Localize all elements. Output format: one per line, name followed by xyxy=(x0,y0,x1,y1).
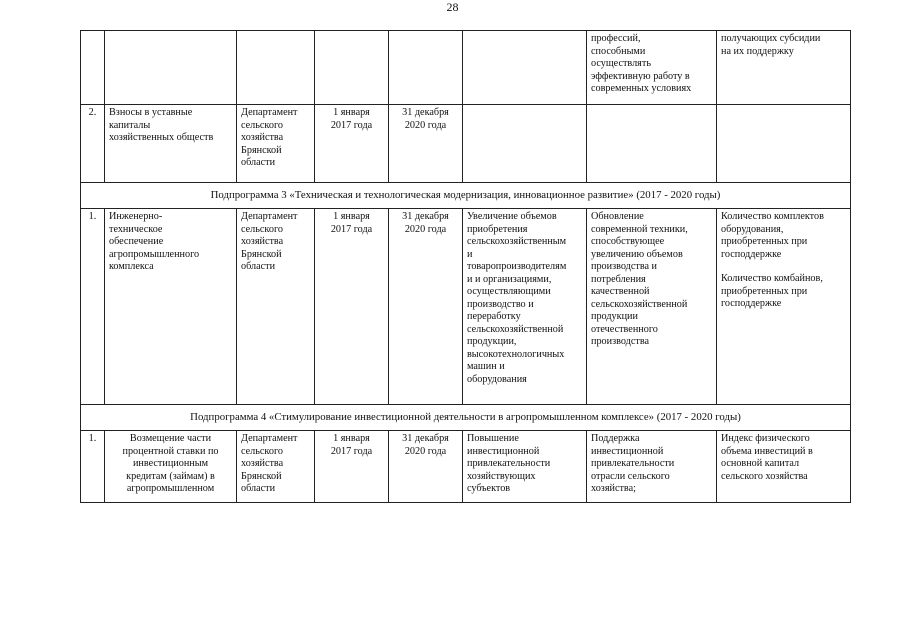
text-line: отрасли сельского xyxy=(591,470,670,482)
cell-start xyxy=(315,105,389,183)
measures-table xyxy=(80,30,851,503)
text-line: Брянской xyxy=(241,470,282,482)
text-line: машин и xyxy=(467,361,505,372)
cell-exec xyxy=(237,31,315,105)
text-line: способными xyxy=(591,45,646,57)
text-line: товаропроизводителям xyxy=(467,261,567,272)
text-line: сельского xyxy=(241,445,283,457)
text-line: инвестиционной xyxy=(467,445,540,457)
subprogram-4-title: Подпрограмма 4 «Стимулирование инвестиционной деятельности в агропромышленном комплексе» (2017 - 2020 годы) xyxy=(81,405,851,431)
text-line: на их поддержку xyxy=(721,45,794,57)
cell-num: 1. xyxy=(81,431,105,503)
cell-result xyxy=(463,209,587,405)
page-number: 28 xyxy=(446,0,459,14)
cell-num xyxy=(81,31,105,105)
text-line: Количество комбайнов, xyxy=(721,273,823,284)
cell-name xyxy=(105,31,237,105)
indicator-combines xyxy=(721,273,846,311)
cell-exec xyxy=(237,431,315,503)
text-line: Взносы в уставные xyxy=(109,107,193,118)
text-line: Брянской xyxy=(241,144,282,156)
text-line: современной техники, xyxy=(591,223,688,235)
text-line: приобретения xyxy=(467,223,528,235)
text-line: хозяйства xyxy=(241,458,284,469)
text-line: хозяйства; xyxy=(591,483,636,494)
cell-result xyxy=(463,31,587,105)
cell-effect xyxy=(587,209,717,405)
cell-effect xyxy=(587,105,717,183)
subprogram-heading xyxy=(81,183,851,209)
text-line: профессий, xyxy=(591,33,641,44)
text-line: эффективную работу в xyxy=(591,70,690,82)
cell-start xyxy=(315,31,389,105)
text-line: современных условиях xyxy=(591,83,692,94)
text-line: хозяйствующих xyxy=(467,470,536,482)
text-line: Количество комплектов xyxy=(721,211,824,222)
text-line: Повышение xyxy=(467,433,519,444)
text-line: господдержке xyxy=(721,248,782,260)
text-line: производства и xyxy=(591,261,658,272)
text-line: 2017 года xyxy=(330,445,373,457)
text-line: и xyxy=(467,248,473,260)
text-line: кредитам (займам) в xyxy=(126,470,215,482)
text-line: качественной xyxy=(591,286,650,297)
table-row xyxy=(81,209,851,405)
text-line: приобретенных при xyxy=(721,236,808,247)
text-line: Обновление xyxy=(591,211,644,222)
text-line: субъектов xyxy=(467,483,511,494)
cell-start xyxy=(315,209,389,405)
text-line: хозяйства xyxy=(241,132,284,143)
text-line: увеличению объемов xyxy=(591,248,683,260)
cell-indicator xyxy=(717,31,851,105)
text-line: капиталы xyxy=(109,119,151,131)
text-line: Увеличение объемов xyxy=(467,211,557,222)
text-line: потребления xyxy=(591,273,646,285)
text-line: 31 декабря xyxy=(402,433,449,444)
text-line: агропромышленного xyxy=(109,248,200,260)
text-line: комплекса xyxy=(109,261,154,272)
text-line: продукции, xyxy=(467,336,517,347)
cell-exec xyxy=(237,209,315,405)
text-line: оборудования, xyxy=(721,223,784,235)
text-line: переработку xyxy=(467,311,521,322)
text-line: способствующее xyxy=(591,236,665,247)
text-line: 2017 года xyxy=(330,119,373,131)
text-line: 2017 года xyxy=(330,223,373,235)
cell-indicator xyxy=(717,209,851,405)
text-line: Возмещение части xyxy=(129,433,212,444)
table-row xyxy=(81,31,851,105)
cell-indicator xyxy=(717,431,851,503)
text-line: и и организациями, xyxy=(467,273,552,285)
text-line: производства xyxy=(591,336,650,347)
text-line: процентной ставки по xyxy=(122,445,219,457)
text-line: осуществлять xyxy=(591,58,651,69)
text-line: сельскохозяйственной xyxy=(467,323,564,335)
cell-start xyxy=(315,431,389,503)
text-line: обеспечение xyxy=(109,236,164,247)
cell-end xyxy=(389,31,463,105)
text-line: агропромышленном xyxy=(126,483,215,494)
text-line: продукции xyxy=(591,311,638,322)
text-line: привлекательности xyxy=(591,458,675,469)
text-line: 1 января xyxy=(333,433,370,444)
text-line: осуществляющими xyxy=(467,286,551,297)
text-line: 31 декабря xyxy=(402,211,449,222)
cell-name xyxy=(105,431,237,503)
text-line: сельскохозяйственной xyxy=(591,298,688,310)
cell-name xyxy=(105,105,237,183)
table-row xyxy=(81,431,851,503)
cell-end xyxy=(389,105,463,183)
text-line: сельского xyxy=(241,119,283,131)
text-line: получающих субсидии xyxy=(721,33,821,44)
subprogram-heading xyxy=(81,405,851,431)
text-line: приобретенных при xyxy=(721,285,808,297)
text-line: объема инвестиций в xyxy=(721,445,813,457)
text-line: инвестиционным xyxy=(132,458,209,469)
text-line: производство и xyxy=(467,298,534,310)
text-line: области xyxy=(241,483,276,494)
text-line: Инженерно- xyxy=(109,211,163,222)
cell-num: 1. xyxy=(81,209,105,405)
text-line: области xyxy=(241,157,276,168)
text-line: господдержке xyxy=(721,298,782,309)
cell-exec xyxy=(237,105,315,183)
text-line: Брянской xyxy=(241,248,282,260)
text-line: инвестиционной xyxy=(591,445,664,457)
cell-effect xyxy=(587,31,717,105)
text-line: 1 января xyxy=(333,211,370,222)
text-line: хозяйства xyxy=(241,236,284,247)
cell-end xyxy=(389,431,463,503)
cell-result xyxy=(463,105,587,183)
cell-effect xyxy=(587,431,717,503)
text-line: высокотехнологичных xyxy=(467,348,565,360)
text-line: 1 января xyxy=(333,107,370,118)
text-line: техническое xyxy=(109,223,163,235)
text-line: Департамент xyxy=(241,107,298,118)
text-line: Департамент xyxy=(241,433,298,444)
cell-name xyxy=(105,209,237,405)
cell-end xyxy=(389,209,463,405)
indicator-equipment xyxy=(721,211,846,261)
text-line: 2020 года xyxy=(404,223,447,235)
text-line: 2020 года xyxy=(404,445,447,457)
text-line: 2020 года xyxy=(404,119,447,131)
cell-result xyxy=(463,431,587,503)
table-row xyxy=(81,105,851,183)
text-line: отечественного xyxy=(591,323,658,335)
text-line: 31 декабря xyxy=(402,107,449,118)
text-line: привлекательности xyxy=(467,458,551,469)
text-line: оборудования xyxy=(467,373,527,385)
text-line: Департамент xyxy=(241,211,298,222)
text-line: сельского xyxy=(241,223,283,235)
cell-indicator xyxy=(717,105,851,183)
cell-num: 2. xyxy=(81,105,105,183)
text-line: хозяйственных обществ xyxy=(109,132,214,143)
text-line: Индекс физического xyxy=(721,433,810,444)
text-line: основной капитал xyxy=(721,458,800,469)
text-line: области xyxy=(241,261,276,272)
text-line: Поддержка xyxy=(591,433,640,444)
subprogram-3-title: Подпрограмма 3 «Техническая и технологическая модернизация, инновационное развитие» (2017 - 2020 годы) xyxy=(81,183,851,209)
text-line: сельскохозяйственным xyxy=(467,236,567,247)
text-line: сельского хозяйства xyxy=(721,470,808,482)
